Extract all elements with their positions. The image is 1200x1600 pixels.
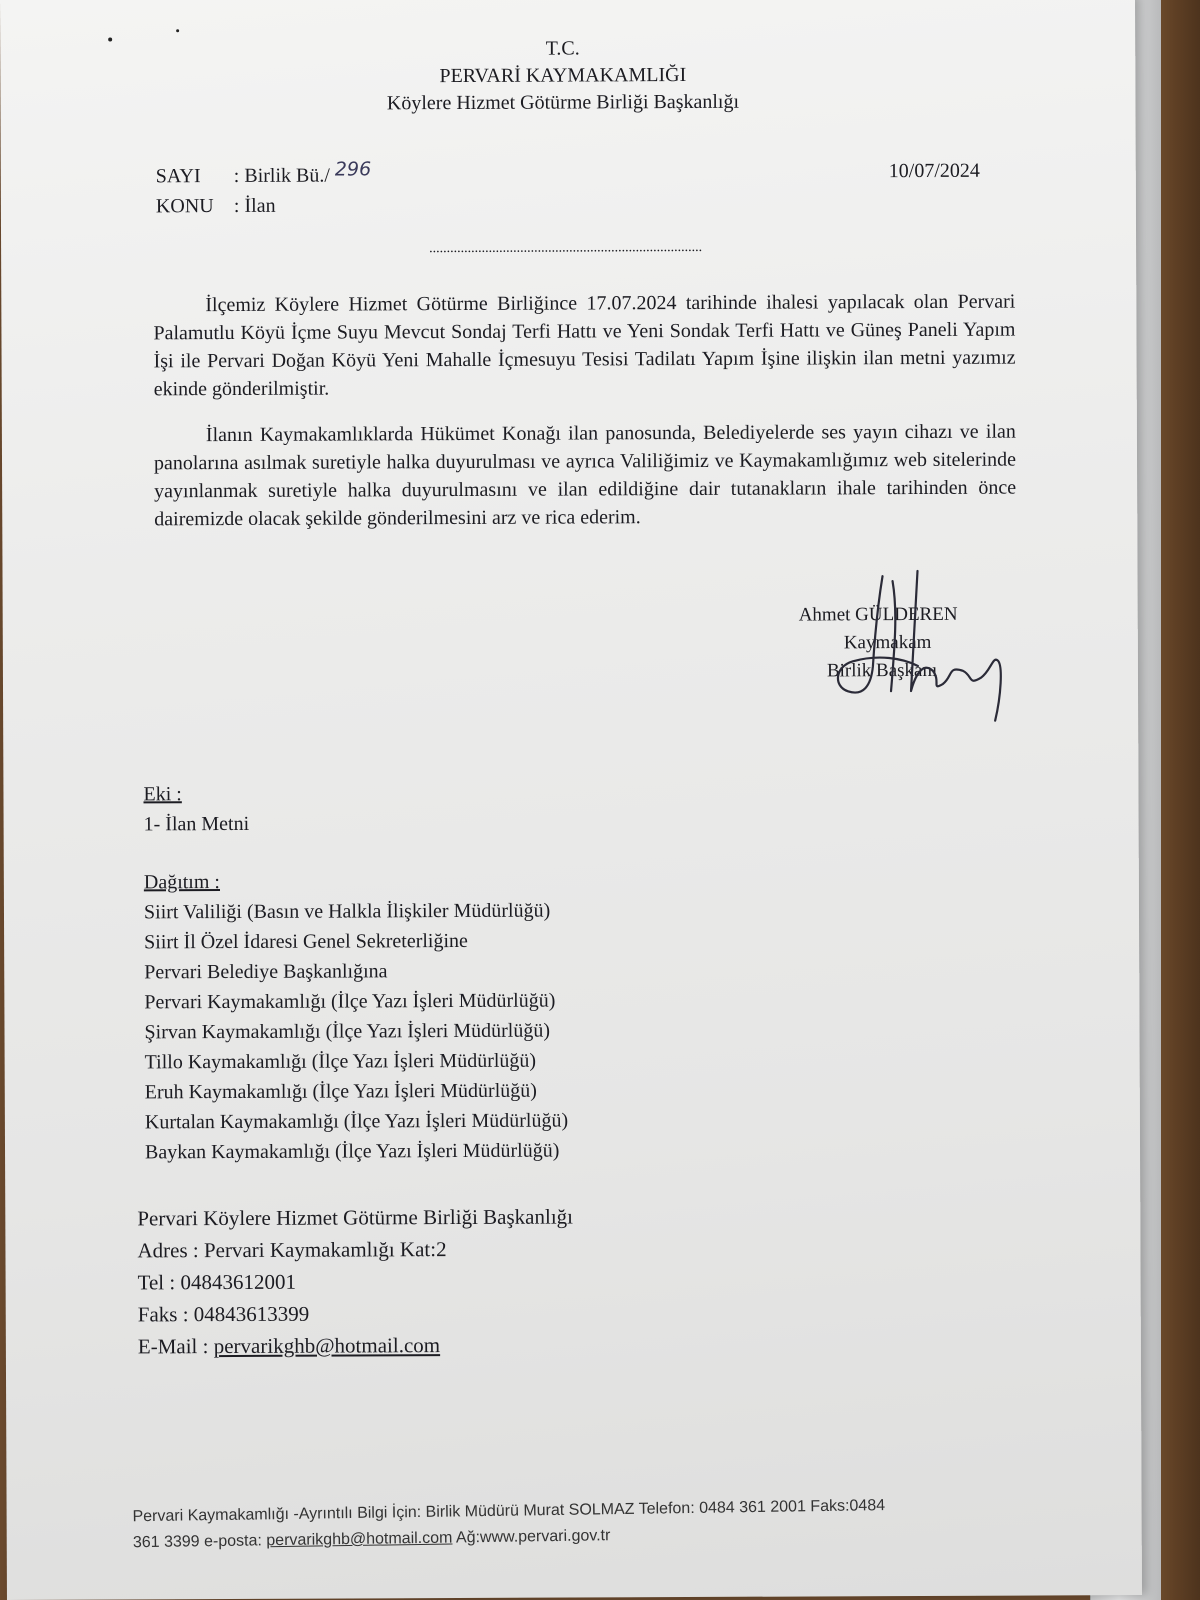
distribution-block [144,866,569,1168]
distribution-item: Şirvan Kaymakamlığı (İlçe Yazı İşleri Müdürlüğü) [144,1019,551,1044]
distribution-item: Baykan Kaymakamlığı (İlçe Yazı İşleri Müdürlüğü) [144,1139,560,1164]
footer-website[interactable]: Ağ:www.pervari.gov.tr [455,1527,611,1547]
letterhead-authority: PERVARİ KAYMAKAMLIĞI [439,64,687,88]
distribution-item: Eruh Kaymakamlığı (İlçe Yazı İşleri Müdürlüğü) [144,1079,537,1104]
footer-contact-prefix: 361 3399 e-posta: [132,1532,263,1552]
attachments-block [143,779,249,839]
contact-fax: Faks : 04843613399 [137,1301,310,1327]
signatory-role: Birlik Başkanı [826,659,938,682]
footer-email-link[interactable]: pervarikghb@hotmail.com [266,1529,453,1550]
distribution-item: Tillo Kaymakamlığı (İlçe Yazı İşleri Müdürlüğü) [144,1049,537,1074]
konu-row [156,190,372,221]
body-paragraph-1: İlçemiz Köylere Hizmet Götürme Birliğince 17.07.2024 tarihinde ihalesi yapılacak olan Pervari Palamutlu Köyü İçme Suyu Mevcut Sondaj Terfi Hattı ve Yeni Sondak Terfi Hattı ve Güneş Paneli Yapım İşi ile Pervari Doğan Köyü Yeni Mahalle İçmesuyu Tesisi Tadilatı Yapım İşine ilişkin ilan metni yazımız ekinde gönderilmiştir. [153,290,1016,401]
distribution-item: Pervari Belediye Başkanlığına [144,960,388,984]
distribution-item: Siirt Valiliği (Basın ve Halkla İlişkiler Müdürlüğü) [143,899,551,924]
separator-dots: .............................................................................. [429,239,703,257]
konu-label: KONU [155,195,214,218]
distribution-item: Siirt İl Özel İdaresi Genel Sekreterliğine [144,929,468,954]
letterhead [0,33,1135,119]
sayi-label: SAYI [155,165,201,188]
sayi-value: : Birlik Bü./ [233,164,330,187]
contact-email-row [138,1329,574,1363]
attachments-heading: Eki : [143,783,182,806]
contact-phone: Tel : 04843612001 [137,1269,297,1295]
letterhead-country: T.C. [545,37,580,60]
contact-address: Adres : Pervari Kaymakamlığı Kat:2 [137,1237,447,1263]
handwritten-signature [822,566,1023,737]
distribution-heading: Dağıtım : [143,871,221,894]
signatory-title: Kaymakam [843,631,932,654]
konu-value: : İlan [233,194,276,217]
document-date: 10/07/2024 [888,159,980,183]
contact-email-link[interactable]: pervarikghb@hotmail.com [213,1333,441,1359]
handwritten-number: 296 [334,158,372,181]
signatory-name: Ahmet GÜLDEREN [798,603,958,626]
page-footer [132,1491,1053,1557]
letterhead-department: Köylere Hizmet Götürme Birliği Başkanlığı [386,90,740,115]
contact-block [137,1201,573,1363]
contact-email-label: E-Mail : [137,1334,209,1359]
sayi-row [156,160,372,191]
attachment-item: 1- İlan Metni [143,812,250,836]
footer-line-1: Pervari Kaymakamlığı -Ayrıntılı Bilgi İçin: Birlik Müdürü Murat SOLMAZ Telefon: 0484 361 2001 Faks:0484 [132,1497,886,1526]
reference-block [156,160,372,221]
contact-org: Pervari Köylere Hizmet Götürme Birliği Başkanlığı [137,1204,574,1231]
body-paragraph-2: İlanın Kaymakamlıklarda Hükümet Konağı ilan panosunda, Belediyelerde ses yayın cihazı ve ilan panolarına asılmak suretiyle halka duyurulması ve ayrıca Valiliğimiz ve Kaymakamlığımız web sitelerinde yayınlanmak suretiyle halka duyurulmasını ve ilan edildiğine dair tutanakların ihale tarihinden önce dairemizde olacak şekilde gönderilmesini arz ve rica ederim. [153,420,1017,531]
distribution-item: Pervari Kaymakamlığı (İlçe Yazı İşleri Müdürlüğü) [144,989,556,1014]
distribution-item: Kurtalan Kaymakamlığı (İlçe Yazı İşleri Müdürlüğü) [144,1109,569,1134]
paper-speck [176,29,179,32]
